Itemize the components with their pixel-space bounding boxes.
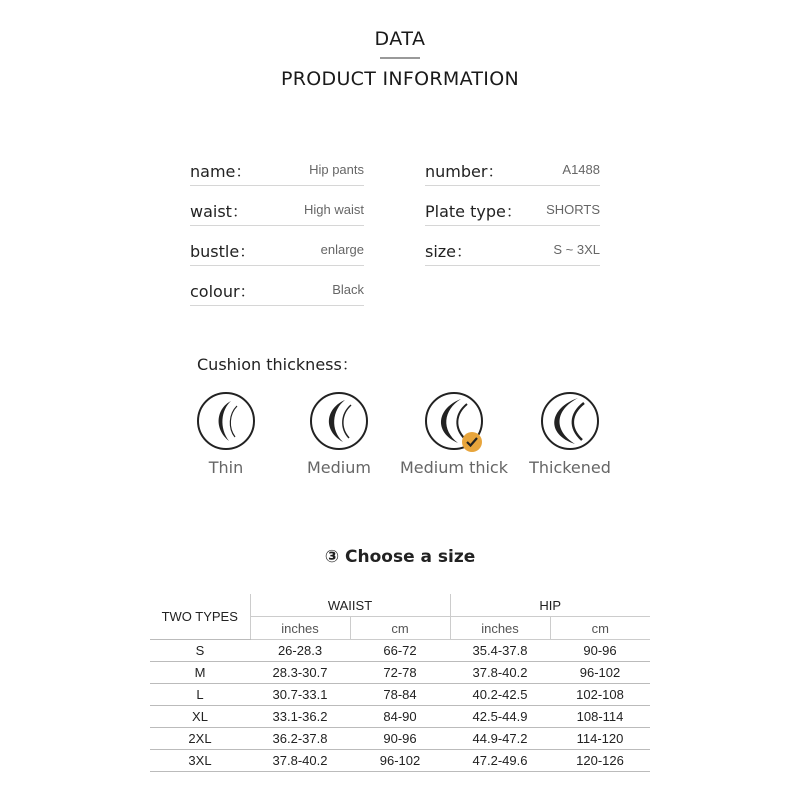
hip-cm-cell: 120-126 [550, 750, 650, 772]
info-label: colour： [190, 282, 256, 301]
waist-inches-cell: 33.1-36.2 [250, 706, 350, 728]
info-value: A1488 [562, 162, 600, 177]
table-row [150, 706, 650, 728]
waist-cm-cell: 72-78 [350, 662, 450, 684]
info-row-waist [190, 199, 364, 226]
table-row [150, 728, 650, 750]
waist-inches-cell: 30.7-33.1 [250, 684, 350, 706]
info-label: number： [425, 162, 504, 181]
info-label: name： [190, 162, 252, 181]
size-cell: XL [150, 706, 250, 728]
waist-cm-cell: 66-72 [350, 640, 450, 662]
info-row-bustle [190, 239, 364, 266]
info-value: enlarge [320, 242, 364, 257]
size-cell: 2XL [150, 728, 250, 750]
hip-inches-cell: 37.8-40.2 [450, 662, 550, 684]
choose-size-title: ③ Choose a size [324, 547, 476, 567]
hip-inches-cell: 40.2-42.5 [450, 684, 550, 706]
hip-inches-cell: 47.2-49.6 [450, 750, 550, 772]
cushion-option-thin[interactable] [166, 390, 286, 477]
info-row-name [190, 159, 364, 186]
cushion-label: Thin [208, 458, 244, 477]
hip-cm-header: cm [550, 617, 650, 640]
waist-inches-cell: 26-28.3 [250, 640, 350, 662]
cushion-label: Medium [307, 458, 371, 477]
waist-inches-cell: 36.2-37.8 [250, 728, 350, 750]
cushion-option-thickened[interactable] [510, 390, 630, 477]
table-row [150, 640, 650, 662]
info-value: S ~ 3XL [553, 242, 600, 257]
hip-cm-cell: 90-96 [550, 640, 650, 662]
cushion-option-medium[interactable] [279, 390, 399, 477]
cushion-medium-icon [308, 390, 370, 452]
data-title: DATA [374, 28, 426, 50]
hip-header: HIP [450, 594, 650, 617]
cushion-option-medium-thick[interactable] [394, 390, 514, 477]
hip-inches-cell: 44.9-47.2 [450, 728, 550, 750]
table-row [150, 684, 650, 706]
info-value: SHORTS [546, 202, 600, 217]
hip-cm-cell: 96-102 [550, 662, 650, 684]
waist-cm-header: cm [350, 617, 450, 640]
waist-cm-cell: 84-90 [350, 706, 450, 728]
info-row-number [425, 159, 600, 186]
waist-header: WAIIST [250, 594, 450, 617]
cushion-label: Medium thick [400, 458, 508, 477]
waist-inches-header: inches [250, 617, 350, 640]
hip-cm-cell: 102-108 [550, 684, 650, 706]
title-divider [380, 57, 420, 59]
info-label: waist： [190, 202, 248, 221]
info-row-colour [190, 279, 364, 306]
size-cell: L [150, 684, 250, 706]
cushion-thin-icon [195, 390, 257, 452]
hip-inches-cell: 42.5-44.9 [450, 706, 550, 728]
info-label: Plate type： [425, 202, 522, 221]
info-label: size： [425, 242, 473, 261]
waist-cm-cell: 90-96 [350, 728, 450, 750]
info-value: Black [332, 282, 364, 297]
size-table-header-row [150, 594, 650, 617]
hip-cm-cell: 108-114 [550, 706, 650, 728]
info-label: bustle： [190, 242, 256, 261]
product-information-title: PRODUCT INFORMATION [281, 68, 519, 90]
size-cell: 3XL [150, 750, 250, 772]
hip-inches-cell: 35.4-37.8 [450, 640, 550, 662]
selected-check-icon [461, 431, 483, 453]
waist-inches-cell: 37.8-40.2 [250, 750, 350, 772]
size-cell: S [150, 640, 250, 662]
size-chart-table [150, 594, 650, 772]
cushion-thickness-title: Cushion thickness： [197, 355, 358, 374]
size-cell: M [150, 662, 250, 684]
table-row [150, 662, 650, 684]
info-row-plate-type [425, 199, 600, 226]
waist-cm-cell: 96-102 [350, 750, 450, 772]
cushion-label: Thickened [529, 458, 611, 477]
info-row-size [425, 239, 600, 266]
info-value: Hip pants [309, 162, 364, 177]
waist-inches-cell: 28.3-30.7 [250, 662, 350, 684]
hip-cm-cell: 114-120 [550, 728, 650, 750]
two-types-header: TWO TYPES [150, 594, 250, 640]
info-value: High waist [304, 202, 364, 217]
table-row [150, 750, 650, 772]
waist-cm-cell: 78-84 [350, 684, 450, 706]
cushion-thickened-icon [539, 390, 601, 452]
hip-inches-header: inches [450, 617, 550, 640]
